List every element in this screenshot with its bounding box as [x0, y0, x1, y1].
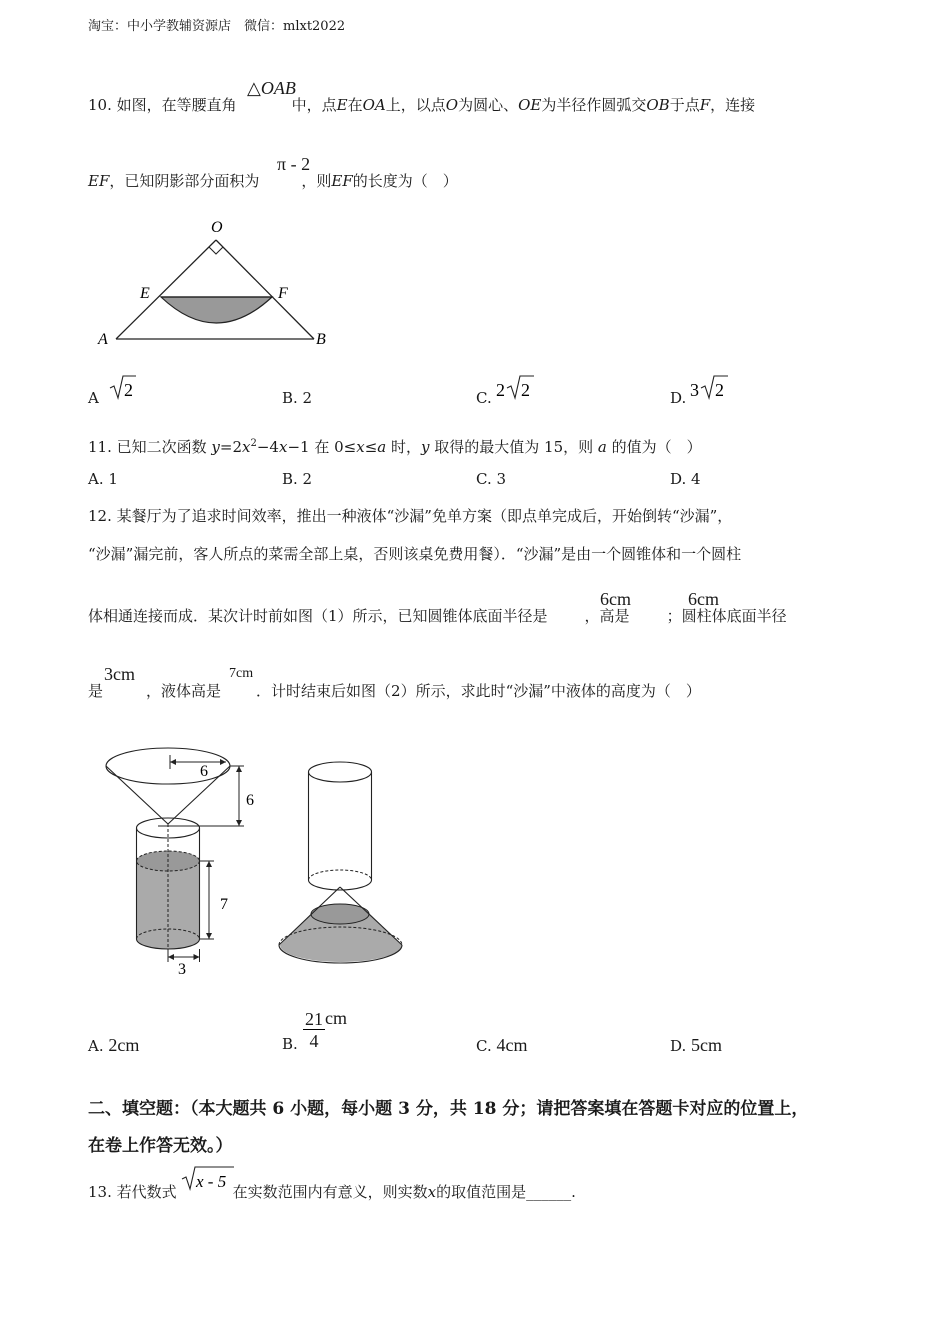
q12-option-a[interactable]: A. 2cm: [88, 1035, 140, 1055]
q12-line4: 是 ，液体高是 ．计时结束后如图（2）所示，求此时“沙漏”中液体的高度为（ ）: [88, 682, 701, 700]
svg-text:2: 2: [124, 380, 133, 400]
label-liquid-height: 7: [220, 896, 228, 913]
q12-math-liquid-height: 7cm: [229, 666, 254, 681]
label-F: F: [278, 285, 288, 302]
q13-sqrt: [180, 1165, 236, 1193]
q10-math-triangle: △OAB: [247, 78, 296, 98]
q10-option-c[interactable]: C.: [476, 389, 492, 407]
q11-stem: 11. 已知二次函数 $y=2x^2-4x-1$ 在 0≤x≤a 时，y 取得的最大值为 15，则 a 的值为（ ）: [88, 438, 702, 456]
label-E: E: [140, 285, 150, 302]
shaded-segment: [161, 297, 272, 323]
line-OA: [116, 240, 216, 339]
section2-title-line2: 在卷上作答无效。）: [88, 1136, 233, 1156]
line-OB: [216, 240, 314, 339]
svg-text:3: 3: [690, 380, 699, 400]
q10-option-c-sqrt: [496, 374, 536, 402]
q10-option-d-sqrt: [690, 374, 730, 402]
q12-figure-2: [272, 755, 412, 970]
q10-option-a[interactable]: A: [88, 389, 99, 407]
q12-option-b[interactable]: B.: [282, 1035, 298, 1053]
svg-text:x - 5: x - 5: [196, 1172, 227, 1191]
q12-math-cyl-radius: 3cm: [104, 664, 135, 684]
q12-option-c[interactable]: C. 4cm: [476, 1035, 528, 1055]
q12-line2: “沙漏”漏完前，客人所点的菜需全部上桌，否则该桌免费用餐）．“沙漏”是由一个圆锥体和一个圆柱: [88, 545, 742, 563]
cone-base: [106, 748, 230, 784]
q12-line1: 12. 某餐厅为了追求时间效率，推出一种液体“沙漏”免单方案（即点单完成后，开始倒转“沙漏”，: [88, 507, 733, 525]
q12-option-b-fraction: $\frac{21}{4}$ cm: [305, 1008, 347, 1051]
q12-figure-1: [96, 738, 266, 983]
q11-option-b[interactable]: B. 2: [282, 470, 313, 488]
q12-math-cone-height: 6cm: [688, 589, 719, 609]
q10-line1: 10. 如图，在等腰直角 中，点E在OA上，以点O为圆心、OE为半径作圆弧交OB于点F，连接: [88, 96, 756, 114]
svg-text:2: 2: [521, 380, 530, 400]
q11-option-a[interactable]: A. 1: [88, 470, 118, 488]
svg-text:2: 2: [715, 380, 724, 400]
label-cyl-radius: 3: [178, 961, 186, 978]
q10-option-a-sqrt: [108, 374, 138, 402]
label-cone-radius: 6: [200, 763, 208, 780]
q11-option-d[interactable]: D. 4: [670, 470, 701, 488]
label-O: O: [211, 219, 223, 236]
q12-math-cone-radius: 6cm: [600, 589, 631, 609]
right-angle-mark: [209, 247, 223, 254]
q12-option-d[interactable]: D. 5cm: [670, 1035, 723, 1055]
header-text: 淘宝：中小学教辅资源店 微信：mlxt2022: [88, 19, 346, 34]
q10-option-b[interactable]: B. 2: [282, 389, 313, 407]
label-cone-height: 6: [246, 792, 254, 809]
svg-text:2: 2: [496, 380, 505, 400]
section2-title-line1: 二、填空题：（本大题共 6 小题，每小题 3 分，共 18 分；请把答案填在答题卡对应的位置上，: [88, 1099, 809, 1119]
q11-option-c[interactable]: C. 3: [476, 470, 507, 488]
q13-stem: 13. 若代数式 在实数范围内有意义，则实数x的取值范围是______.: [88, 1183, 576, 1201]
q12-line3: 体相通连接而成．某次计时前如图（1）所示，已知圆锥体底面半径是 ，高是 ；圆柱体底面半径: [88, 607, 787, 625]
q10-line2: EF，已知阴影部分面积为 ，则EF的长度为（ ）: [88, 172, 458, 190]
q10-triangle-figure: [90, 212, 350, 352]
label-B: B: [316, 331, 326, 348]
label-A: A: [98, 331, 108, 348]
q10-option-d[interactable]: D.: [670, 389, 687, 407]
q10-math-area: π - 2: [277, 154, 311, 174]
